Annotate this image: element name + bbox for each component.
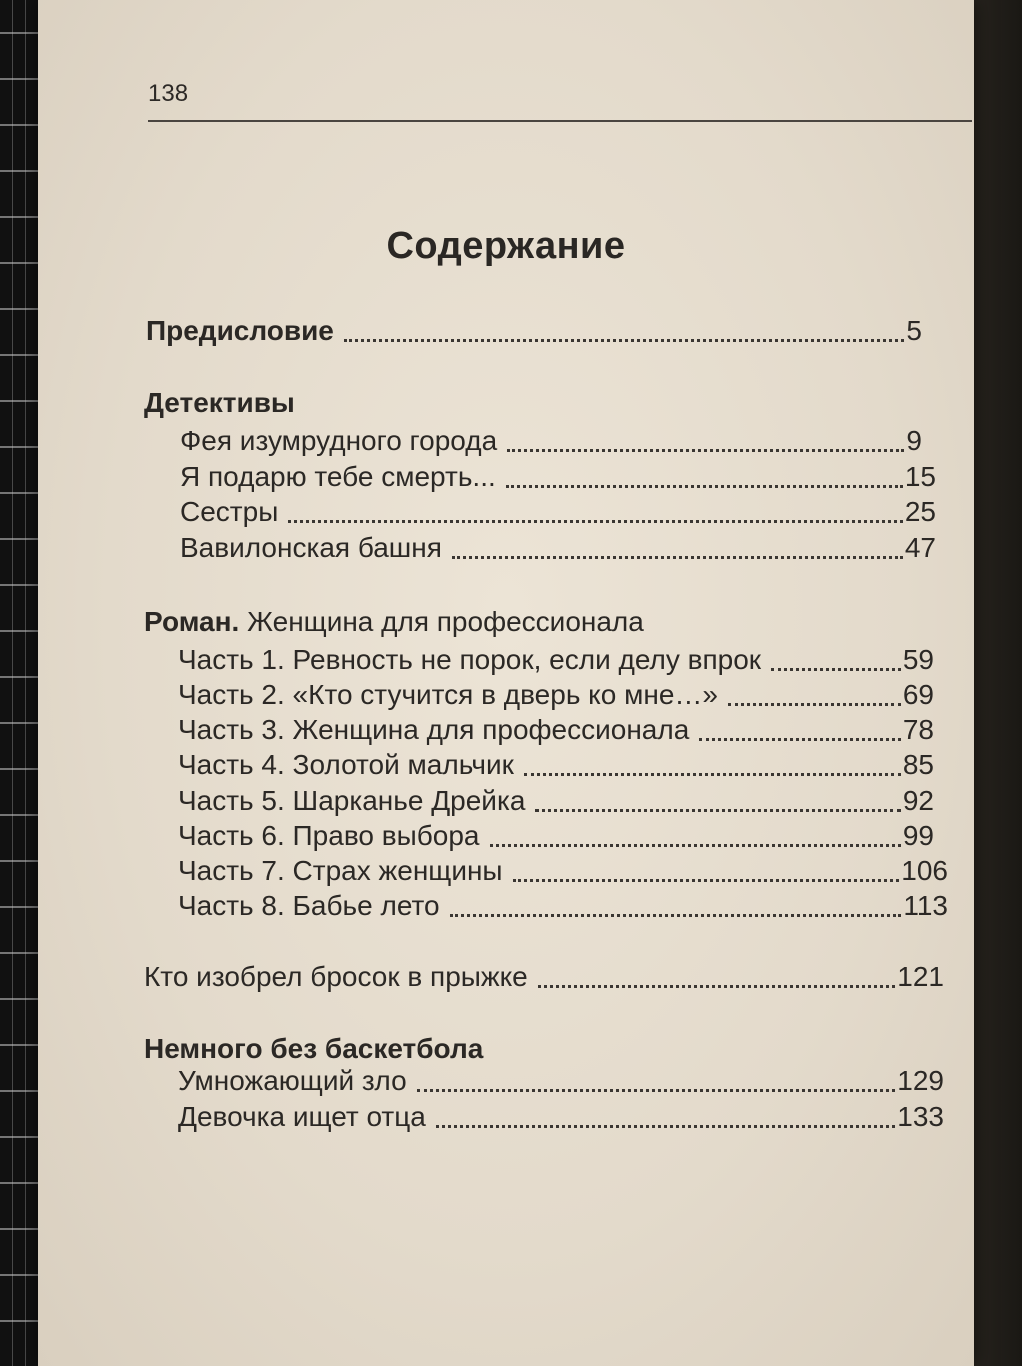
- toc-entry-page: 25: [904, 496, 936, 527]
- toc-entry-page: 133: [897, 1101, 944, 1132]
- section-heading-novel: [144, 606, 644, 638]
- toc-entry-label: Девочка ищет отца: [178, 1101, 426, 1132]
- toc-entry-page: 106: [901, 855, 948, 886]
- toc-entry[interactable]: [178, 714, 934, 746]
- toc-entry[interactable]: [180, 461, 936, 493]
- dot-leader: [507, 448, 904, 452]
- toc-entry-page: 78: [902, 714, 934, 745]
- toc-entry[interactable]: [178, 890, 948, 922]
- toc-entry-page: 15: [904, 461, 936, 492]
- toc-entry[interactable]: [178, 785, 934, 817]
- dot-leader: [699, 737, 901, 741]
- toc-entry-page: 99: [902, 820, 934, 851]
- toc-entry-label: Часть 3. Женщина для профессионала: [178, 714, 690, 745]
- toc-entry-label: Часть 4. Золотой мальчик: [178, 749, 514, 780]
- page-title: Содержание: [386, 225, 626, 267]
- dot-leader: [417, 1088, 896, 1092]
- toc-entry-label: Фея изумрудного города: [180, 425, 498, 456]
- dot-leader: [538, 984, 896, 988]
- dot-leader: [535, 808, 900, 812]
- dot-leader: [344, 338, 905, 342]
- dot-leader: [513, 878, 900, 882]
- toc-entry[interactable]: [178, 1101, 944, 1133]
- dot-leader: [524, 772, 901, 776]
- section-heading-novel-bold: Роман.: [144, 606, 240, 637]
- toc-entry-label: Умножающий зло: [178, 1065, 407, 1096]
- table-of-contents: [38, 0, 974, 1366]
- section-heading-novel-title: Женщина для профессионала: [239, 606, 644, 637]
- toc-entry-page: 47: [904, 532, 936, 563]
- book-page: [38, 0, 974, 1366]
- toc-entry[interactable]: [178, 855, 948, 887]
- dot-leader: [490, 843, 901, 847]
- toc-entry-label: Кто изобрел бросок в прыжке: [144, 961, 528, 992]
- toc-entry-jump-shot[interactable]: [144, 961, 944, 993]
- toc-entry-preface[interactable]: [146, 315, 922, 347]
- toc-entry[interactable]: [178, 820, 934, 852]
- toc-entry-page: 129: [897, 1065, 944, 1096]
- toc-entry-page: 121: [897, 961, 944, 992]
- page-number: 138: [148, 80, 189, 107]
- toc-entry-label: Вавилонская башня: [180, 532, 442, 563]
- dot-leader: [728, 702, 901, 706]
- toc-entry-label: Часть 1. Ревность не порок, если делу впрок: [178, 644, 762, 675]
- toc-entry-label: Сестры: [180, 496, 279, 527]
- dot-leader: [450, 913, 902, 917]
- dot-leader: [452, 555, 903, 559]
- toc-entry-label: Часть 2. «Кто стучится в дверь ко мне…»: [178, 679, 718, 710]
- toc-entry-page: 69: [902, 679, 934, 710]
- toc-entry[interactable]: [180, 532, 936, 564]
- dot-leader: [771, 667, 901, 671]
- toc-entry-label: Часть 6. Право выбора: [178, 820, 480, 851]
- toc-entry[interactable]: [178, 749, 934, 781]
- dot-leader: [436, 1124, 895, 1128]
- toc-entry[interactable]: [178, 644, 934, 676]
- toc-entry-page: 85: [902, 749, 934, 780]
- section-heading-no-basketball: Немного без баскетбола: [144, 1033, 484, 1064]
- toc-entry-label: Предисловие: [146, 315, 334, 346]
- toc-entry-label: Часть 7. Страх женщины: [178, 855, 503, 886]
- toc-entry[interactable]: [178, 1065, 944, 1097]
- toc-entry[interactable]: [180, 425, 922, 457]
- dot-leader: [288, 519, 903, 523]
- toc-entry[interactable]: [178, 679, 934, 711]
- toc-entry-page: 92: [902, 785, 934, 816]
- toc-entry-label: Часть 5. Шарканье Дрейка: [178, 785, 526, 816]
- dot-leader: [506, 484, 903, 488]
- section-heading-detectives: Детективы: [144, 387, 295, 418]
- toc-entry-page: 59: [902, 644, 934, 675]
- toc-entry-page: 5: [906, 315, 922, 346]
- toc-entry-page: 113: [903, 890, 948, 921]
- toc-entry-label: Я подарю тебе смерть...: [180, 461, 496, 492]
- toc-entry[interactable]: [180, 496, 936, 528]
- toc-entry-label: Часть 8. Бабье лето: [178, 890, 440, 921]
- toc-entry-page: 9: [906, 425, 922, 456]
